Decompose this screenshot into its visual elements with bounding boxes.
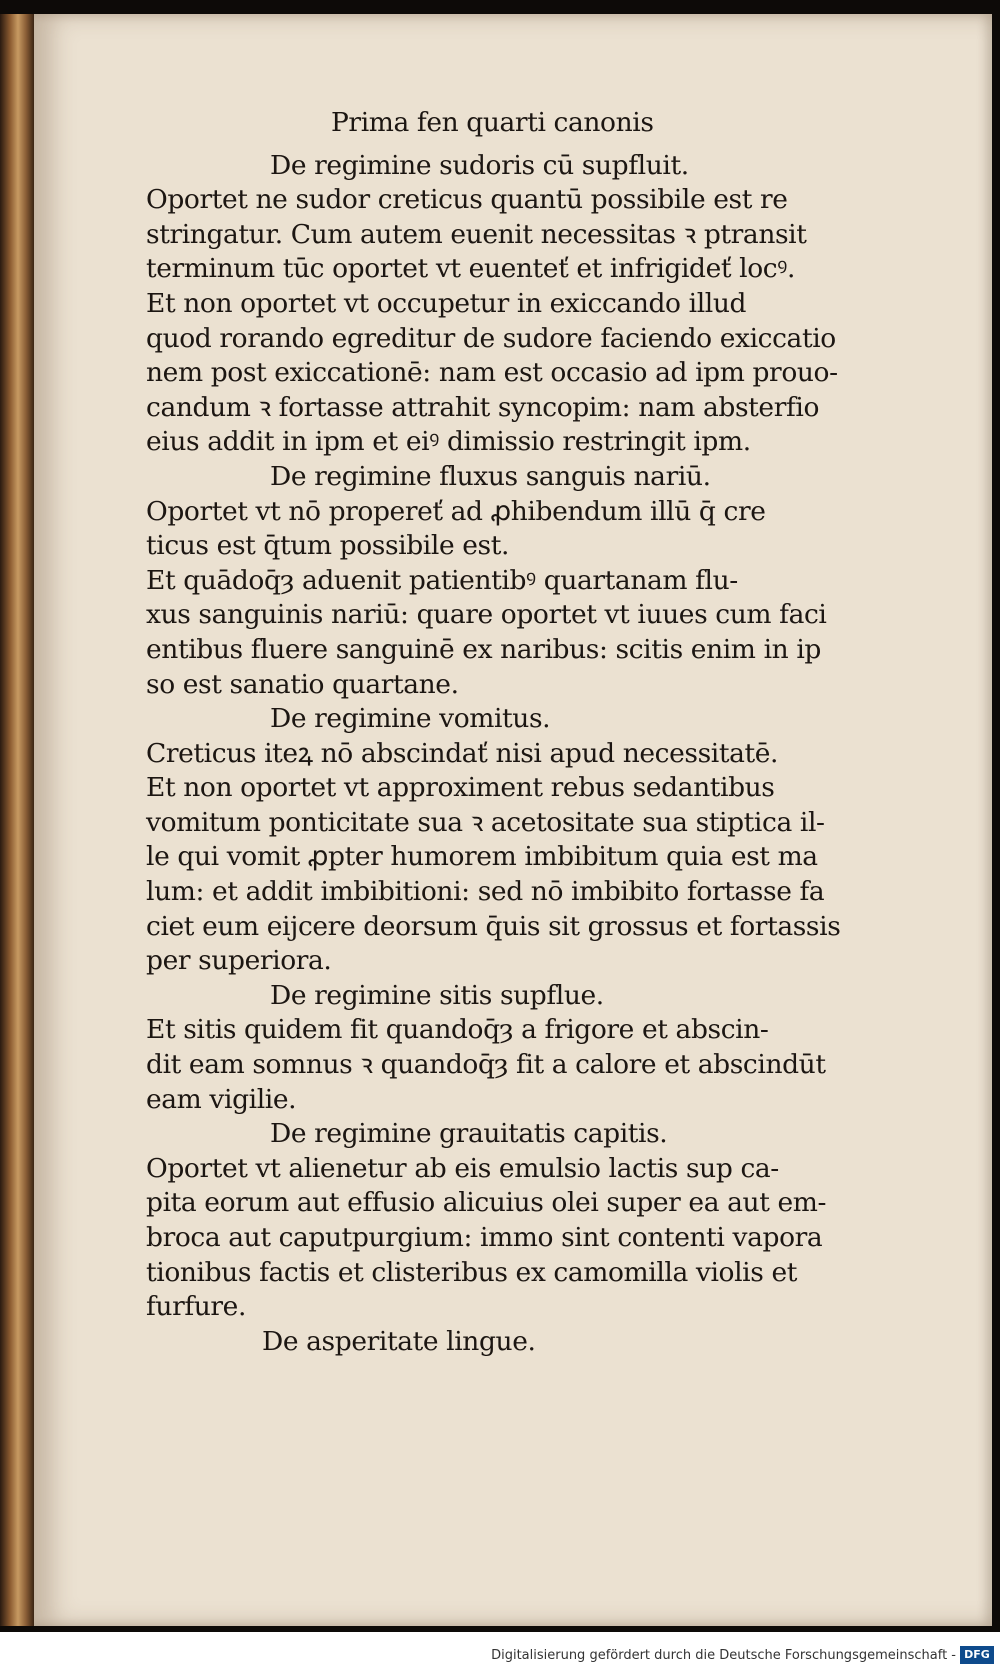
book-spine-edge	[0, 14, 34, 1626]
book-page	[34, 14, 992, 1626]
digitization-credit: Digitalisierung gefördert durch die Deutsche Forschungsgemeinschaft -	[491, 1648, 956, 1663]
text-line: per superiora.	[146, 945, 332, 977]
rubric-heading: De regimine sitis supflue.	[270, 979, 604, 1011]
running-head: Prima fen quarti canonis	[331, 107, 654, 138]
text-line: eam vigilie.	[146, 1083, 297, 1115]
text-line: Et non oportet vt approximent rebus sedantibus	[146, 772, 775, 804]
text-line: le qui vomit ꝓpter humorem imbibitum quia est ma	[146, 841, 818, 873]
rubric-heading: De regimine grauitatis capitis.	[270, 1118, 668, 1150]
rubric-heading: De regimine sudoris cū supfluit.	[270, 149, 689, 181]
text-line: ciet eum eijcere deorsum q̄uis sit grossus et fortassis	[146, 910, 841, 942]
text-line: nem post exiccationē: nam est occasio ad ipm prouo-	[146, 357, 838, 389]
text-line: eius addit in ipm et eiꝰ dimissio restringit ipm.	[146, 426, 751, 458]
dfg-logo[interactable]: DFG	[960, 1646, 994, 1664]
text-line: xus sanguinis nariū: quare oportet vt iuues cum faci	[146, 599, 827, 631]
text-line: broca aut caputpurgium: immo sint contenti vapora	[146, 1222, 823, 1253]
text-line: Oportet vt alienetur ab eis emulsio lactis sup ca-	[146, 1152, 779, 1184]
text-line: entibus fluere sanguinē ex naribus: scitis enim in ip	[146, 633, 821, 665]
text-line: quod rorando egreditur de sudore faciendo exiccatio	[146, 322, 836, 354]
text-line: stringatur. Cum autem euenit necessitas ꝛ ptransit	[146, 218, 807, 250]
page-text-block	[146, 106, 966, 1359]
text-line: candum ꝛ fortasse attrahit syncopim: nam absterfio	[146, 391, 820, 423]
footer-bar	[0, 1640, 1000, 1672]
rubric-heading: De asperitate lingue.	[262, 1325, 536, 1357]
text-line: ticus est q̄tum possibile est.	[146, 530, 510, 562]
text-line: Et non oportet vt occupetur in exiccando illud	[146, 287, 747, 319]
text-line: dit eam somnus ꝛ quandoq̄ȝ fit a calore et abscindūt	[146, 1049, 826, 1081]
text-line: furfure.	[146, 1291, 246, 1323]
text-line: Oportet ne sudor creticus quantū possibile est re	[146, 184, 788, 216]
text-line: vomitum ponticitate sua ꝛ acetositate sua stiptica il-	[146, 806, 825, 838]
text-line: Oportet vt nō propereť ad ꝓhibendum illū q̄ cre	[146, 495, 766, 527]
text-line: Et sitis quidem fit quandoq̄ȝ a frigore et abscin-	[146, 1014, 769, 1046]
text-line: lum: et addit imbibitioni: sed nō imbibito fortasse fa	[146, 876, 825, 908]
text-line: terminum tūc oportet vt euenteť et infrigideť locꝰ.	[146, 253, 795, 285]
rubric-heading: De regimine fluxus sanguis nariū.	[270, 460, 711, 492]
rubric-heading: De regimine vomitus.	[270, 703, 551, 735]
text-line: pita eorum aut effusio alicuius olei super ea aut em-	[146, 1187, 827, 1219]
text-line: Creticus iteꝝ nō abscindať nisi apud necessitatē.	[146, 737, 779, 769]
text-line: Et quādoq̄ȝ aduenit patientibꝰ quartanam flu-	[146, 564, 738, 596]
text-line: so est sanatio quartane.	[146, 668, 459, 700]
text-line: tionibus factis et clisteribus ex camomilla violis et	[146, 1256, 798, 1288]
